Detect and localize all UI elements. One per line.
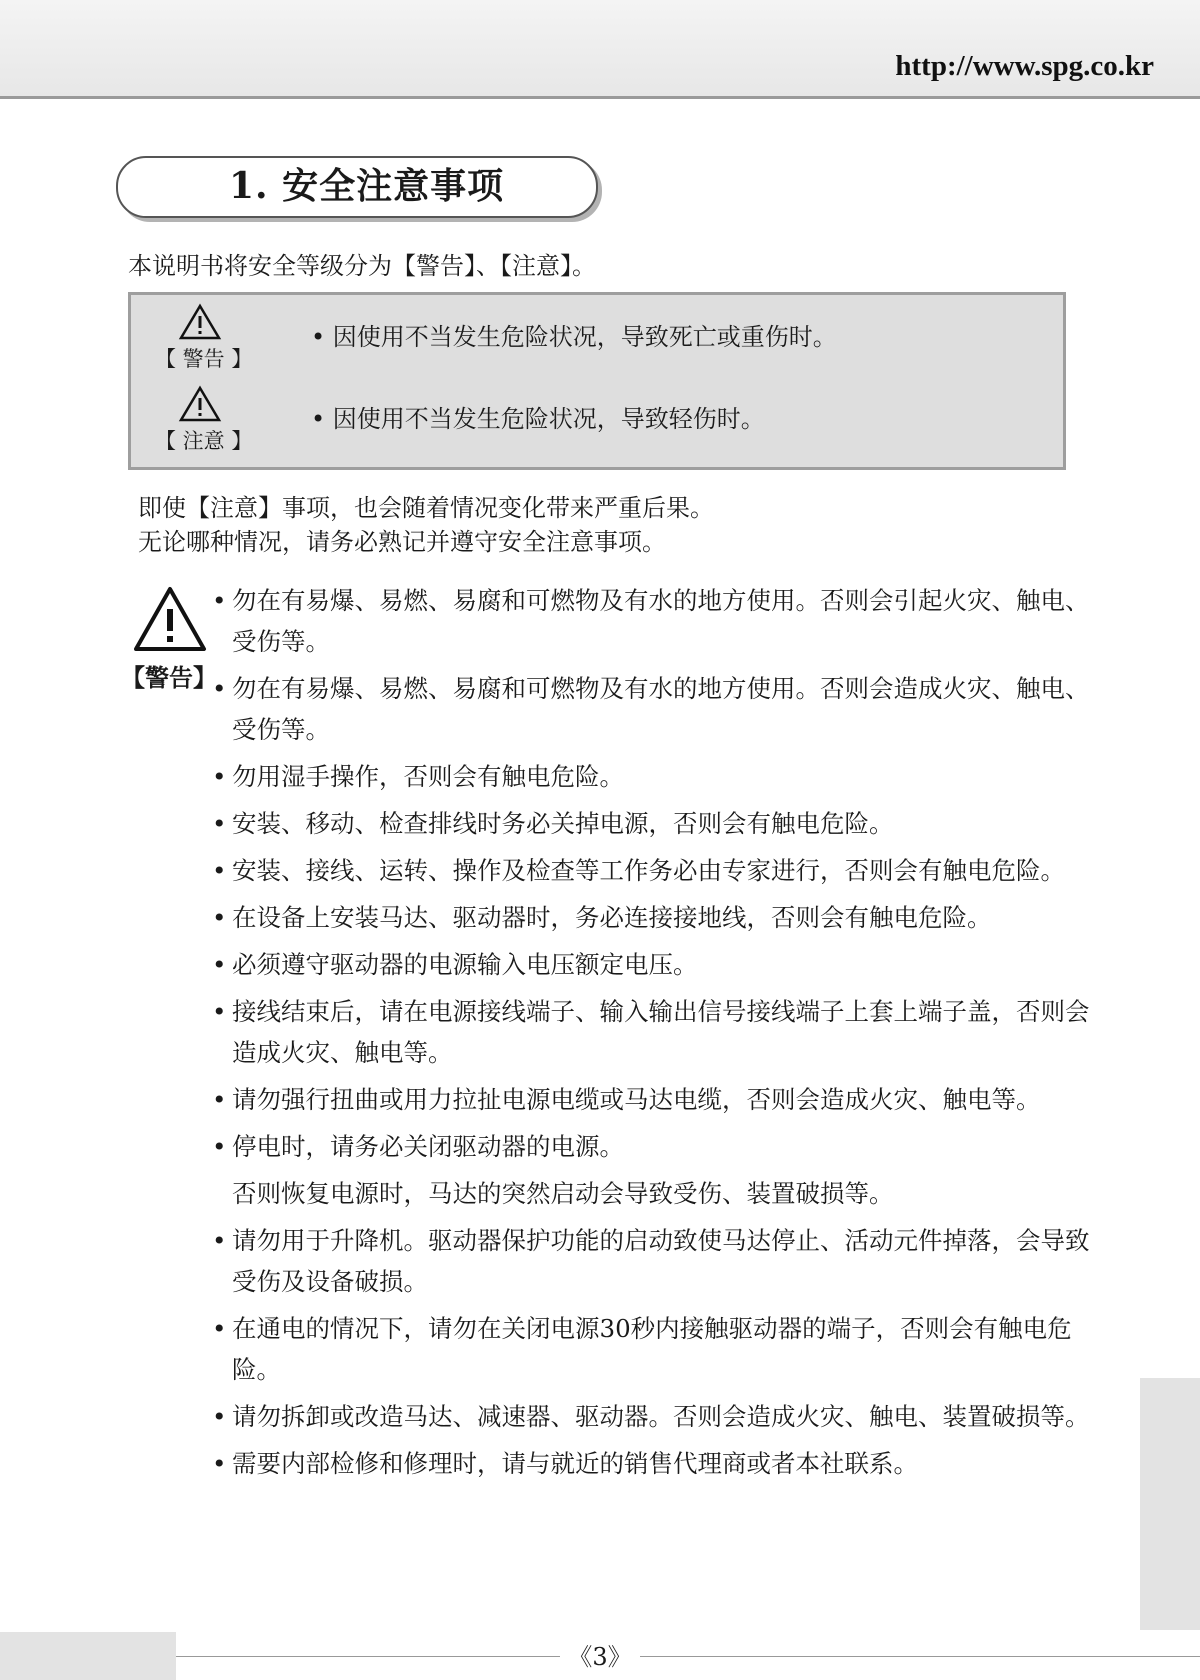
- footer-block: [0, 1632, 176, 1680]
- item-text: 停电时，请务必关闭驱动器的电源。: [232, 1132, 624, 1161]
- bullet: •: [212, 950, 227, 979]
- bullet: •: [212, 1132, 227, 1161]
- list-item: [212, 1079, 1092, 1120]
- bullet: •: [212, 809, 227, 838]
- item-text: 勿在有易爆、易燃、易腐和可燃物及有水的地方使用。否则会引起火灾、触电、受伤等。: [232, 586, 1090, 656]
- item-text: 勿在有易爆、易燃、易腐和可燃物及有水的地方使用。否则会造成火灾、触电、受伤等。: [232, 674, 1090, 744]
- item-text: 安装、移动、检查排线时务必关掉电源，否则会有触电危险。: [232, 809, 894, 838]
- item-text: 安装、接线、运转、操作及检查等工作务必由专家进行，否则会有触电危险。: [232, 856, 1065, 885]
- item-text: 必须遵守驱动器的电源输入电压额定电压。: [232, 950, 698, 979]
- warning-triangle-icon: [130, 585, 210, 653]
- page-number: 《3》: [560, 1640, 640, 1674]
- item-text: 需要内部检修和修理时，请与就近的销售代理商或者本社联系。: [232, 1449, 918, 1478]
- bullet: •: [212, 997, 227, 1026]
- bullet: •: [212, 1402, 227, 1431]
- note-line: 即使【注意】事项，也会随着情况变化带来严重后果。: [138, 494, 714, 522]
- grade-row-caution: [131, 385, 1063, 465]
- bullet: •: [212, 1085, 227, 1114]
- list-item: [212, 1220, 1092, 1302]
- grade-desc-caution: • 因使用不当发生危险状况，导致轻伤时。: [311, 405, 765, 433]
- bullet: •: [212, 856, 227, 885]
- intro-text: 本说明书将安全等级分为【警告】、【注意】。: [128, 252, 596, 280]
- grade-label-warning: 【 警告 】: [155, 347, 253, 371]
- item-text: 在通电的情况下，请勿在关闭电源30秒内接触驱动器的端子，否则会有触电危险。: [232, 1314, 1072, 1384]
- list-item: [212, 803, 1092, 844]
- header-rule: [0, 96, 1200, 99]
- list-item: [212, 1443, 1092, 1484]
- warning-triangle-icon: [155, 303, 253, 373]
- list-item: [212, 944, 1092, 985]
- website-url[interactable]: http://www.spg.co.kr: [895, 50, 1154, 82]
- footer-rule: [176, 1656, 1200, 1657]
- list-item: [212, 991, 1092, 1073]
- grade-label-caution: 【 注意 】: [155, 429, 253, 453]
- bullet: •: [212, 903, 227, 932]
- warning-label: 【警告】: [121, 663, 217, 692]
- list-item: [212, 1126, 1092, 1167]
- warning-list: [212, 580, 1092, 1490]
- list-item: [212, 1308, 1092, 1390]
- item-text: 请勿强行扭曲或用力拉扯电源电缆或马达电缆，否则会造成火灾、触电等。: [232, 1085, 1041, 1114]
- list-item-continuation: [212, 1173, 1092, 1214]
- bullet: •: [212, 586, 227, 615]
- warning-triangle-icon: [155, 385, 253, 455]
- list-item: [212, 580, 1092, 662]
- item-text: 在设备上安装马达、驱动器时，务必连接接地线，否则会有触电危险。: [232, 903, 992, 932]
- list-item: [212, 897, 1092, 938]
- item-text: 请勿拆卸或改造马达、减速器、驱动器。否则会造成火灾、触电、装置破损等。: [232, 1402, 1090, 1431]
- bullet: •: [212, 1449, 227, 1478]
- item-text: 勿用湿手操作，否则会有触电危险。: [232, 762, 624, 791]
- safety-grade-box: [128, 292, 1066, 470]
- side-tab: [1140, 1378, 1200, 1630]
- item-text: 请勿用于升降机。驱动器保护功能的启动致使马达停止、活动元件掉落，会导致受伤及设备破损。: [232, 1226, 1090, 1296]
- bullet: •: [212, 674, 227, 703]
- list-item: [212, 756, 1092, 797]
- bullet: •: [212, 762, 227, 791]
- list-item: [212, 850, 1092, 891]
- item-text: 否则恢复电源时，马达的突然启动会导致受伤、装置破损等。: [232, 1179, 894, 1208]
- list-item: [212, 668, 1092, 750]
- bullet: •: [212, 1226, 227, 1255]
- list-item: [212, 1396, 1092, 1437]
- grade-desc-warning: • 因使用不当发生危险状况，导致死亡或重伤时。: [311, 323, 837, 351]
- note-line: 无论哪种情况，请务必熟记并遵守安全注意事项。: [138, 528, 666, 556]
- grade-row-warning: [131, 303, 1063, 383]
- item-text: 接线结束后，请在电源接线端子、输入输出信号接线端子上套上端子盖，否则会造成火灾、触电等。: [232, 997, 1090, 1067]
- bullet: •: [212, 1314, 227, 1343]
- section-title: 1. 安全注意事项: [229, 165, 505, 207]
